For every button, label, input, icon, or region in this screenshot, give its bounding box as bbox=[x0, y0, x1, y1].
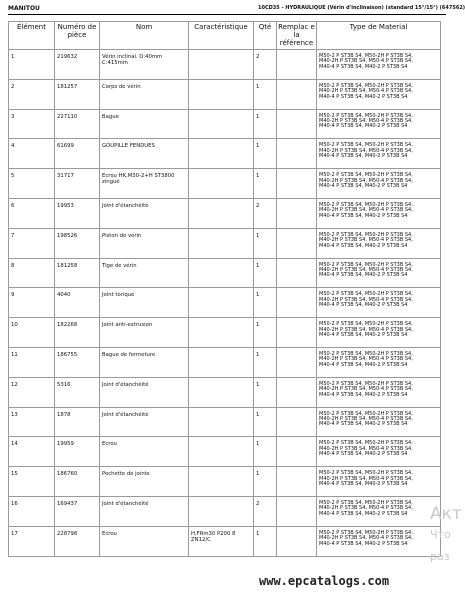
cell-replaces bbox=[277, 467, 317, 497]
column-header-name: Nom bbox=[100, 22, 189, 50]
cell-characteristic bbox=[189, 437, 254, 467]
cell-replaces bbox=[277, 169, 317, 199]
cell-replaces bbox=[277, 526, 317, 556]
cell-material-type: M50-2 P ST3B S4, M50-2H P ST3B S4, M40-2H P ST3B S4, M50-4 P ST3B S4, M40-4 P ST3B S4, M40-2 P ST3B S4 bbox=[317, 169, 441, 199]
table-row bbox=[9, 228, 441, 258]
cell-qty: 1 bbox=[254, 288, 277, 318]
document-title: 10CD35 - HYDRAULIQUE (Vérin d'inclinaison) (standard 15°/15°) (647562) bbox=[258, 5, 465, 11]
cell-characteristic bbox=[189, 496, 254, 526]
cell-part-number: 19959 bbox=[55, 437, 100, 467]
cell-characteristic bbox=[189, 50, 254, 80]
cell-part-number: 5316 bbox=[55, 377, 100, 407]
cell-element: 5 bbox=[9, 169, 55, 199]
cell-replaces bbox=[277, 347, 317, 377]
cell-characteristic bbox=[189, 109, 254, 139]
cell-qty: 1 bbox=[254, 169, 277, 199]
cell-name: Joint torique bbox=[100, 288, 189, 318]
cell-material-type: M50-2 P ST3B S4, M50-2H P ST3B S4, M40-2H P ST3B S4, M50-4 P ST3B S4, M40-4 P ST3B S4, M40-2 P ST3B S4 bbox=[317, 139, 441, 169]
cell-part-number: 19953 bbox=[55, 198, 100, 228]
table-row bbox=[9, 467, 441, 497]
cell-replaces bbox=[277, 198, 317, 228]
cell-element: 16 bbox=[9, 496, 55, 526]
cell-part-number: 186760 bbox=[55, 467, 100, 497]
cell-qty: 1 bbox=[254, 258, 277, 288]
cell-name: GOUPILLE FENDUES bbox=[100, 139, 189, 169]
cell-qty: 1 bbox=[254, 109, 277, 139]
cell-part-number: 61699 bbox=[55, 139, 100, 169]
column-header-characteristic: Caractéristique bbox=[189, 22, 254, 50]
cell-replaces bbox=[277, 496, 317, 526]
column-header-qty: Qté bbox=[254, 22, 277, 50]
cell-qty: 1 bbox=[254, 467, 277, 497]
table-row bbox=[9, 437, 441, 467]
cell-part-number: 228798 bbox=[55, 526, 100, 556]
cell-qty: 1 bbox=[254, 139, 277, 169]
table-row bbox=[9, 258, 441, 288]
cell-part-number: 181257 bbox=[55, 79, 100, 109]
table-row bbox=[9, 139, 441, 169]
cell-qty: 2 bbox=[254, 496, 277, 526]
cell-name: Ecrou HK,M30-2+H ST3800 zingué bbox=[100, 169, 189, 199]
cell-characteristic: H,FRm30 P200 8 ZN12/C bbox=[189, 526, 254, 556]
cell-name: Corps de vérin bbox=[100, 79, 189, 109]
cell-replaces bbox=[277, 228, 317, 258]
cell-material-type: M50-2 P ST3B S4, M50-2H P ST3B S4, M40-2H P ST3B S4, M50-4 P ST3B S4, M40-4 P ST3B S4, M40-2 P ST3B S4 bbox=[317, 228, 441, 258]
cell-characteristic bbox=[189, 169, 254, 199]
cell-qty: 1 bbox=[254, 437, 277, 467]
cell-element: 6 bbox=[9, 198, 55, 228]
cell-material-type: M50-2 P ST3B S4, M50-2H P ST3B S4, M40-2H P ST3B S4, M50-4 P ST3B S4, M40-4 P ST3B S4, M40-2 P ST3B S4 bbox=[317, 347, 441, 377]
cell-name: Vérin inclinai. D:40mm C:415mm bbox=[100, 50, 189, 80]
cell-name: Ecrou bbox=[100, 526, 189, 556]
table-row bbox=[9, 79, 441, 109]
cell-replaces bbox=[277, 318, 317, 348]
cell-material-type: M50-2 P ST3B S4, M50-2H P ST3B S4, M40-2H P ST3B S4, M50-4 P ST3B S4, M40-4 P ST3B S4, M40-2 P ST3B S4 bbox=[317, 437, 441, 467]
cell-element: 1 bbox=[9, 50, 55, 80]
table-row bbox=[9, 169, 441, 199]
cell-qty: 1 bbox=[254, 526, 277, 556]
column-header-replaces: Remplac e la référence bbox=[277, 22, 317, 50]
column-header-element: Élément bbox=[9, 22, 55, 50]
cell-replaces bbox=[277, 407, 317, 437]
cell-name: Joint d'étanchéité bbox=[100, 496, 189, 526]
header-rule bbox=[8, 14, 446, 15]
cell-replaces bbox=[277, 109, 317, 139]
cell-part-number: 181258 bbox=[55, 258, 100, 288]
cell-name: Piston de vérin bbox=[100, 228, 189, 258]
cell-name: Ecrou bbox=[100, 437, 189, 467]
cell-element: 7 bbox=[9, 228, 55, 258]
cell-qty: 2 bbox=[254, 50, 277, 80]
table-row bbox=[9, 288, 441, 318]
table-header-row bbox=[9, 22, 441, 50]
cell-characteristic bbox=[189, 198, 254, 228]
cell-material-type: M50-2 P ST3B S4, M50-2H P ST3B S4, M40-2H P ST3B S4, M50-4 P ST3B S4, M40-4 P ST3B S4, M40-2 P ST3B S4 bbox=[317, 258, 441, 288]
table-row bbox=[9, 50, 441, 80]
watermark-text: раз bbox=[430, 550, 450, 563]
cell-material-type: M50-2 P ST3B S4, M50-2H P ST3B S4, M40-2H P ST3B S4, M50-4 P ST3B S4, M40-4 P ST3B S4, M40-2 P ST3B S4 bbox=[317, 50, 441, 80]
cell-material-type: M50-2 P ST3B S4, M50-2H P ST3B S4, M40-2H P ST3B S4, M50-4 P ST3B S4, M40-4 P ST3B S4, M40-2 P ST3B S4 bbox=[317, 407, 441, 437]
table-body bbox=[9, 50, 441, 557]
cell-characteristic bbox=[189, 467, 254, 497]
cell-name: Joint d'étanchéité bbox=[100, 198, 189, 228]
cell-replaces bbox=[277, 50, 317, 80]
column-header-material-type: Type de Material bbox=[317, 22, 441, 50]
cell-part-number: 31717 bbox=[55, 169, 100, 199]
table-row bbox=[9, 496, 441, 526]
cell-element: 14 bbox=[9, 437, 55, 467]
cell-characteristic bbox=[189, 407, 254, 437]
table-row bbox=[9, 109, 441, 139]
column-header-part-number: Numéro de pièce bbox=[55, 22, 100, 50]
cell-replaces bbox=[277, 139, 317, 169]
cell-name: Bague bbox=[100, 109, 189, 139]
cell-element: 2 bbox=[9, 79, 55, 109]
cell-name: Pochette de joints bbox=[100, 467, 189, 497]
table-row bbox=[9, 377, 441, 407]
cell-replaces bbox=[277, 79, 317, 109]
cell-replaces bbox=[277, 377, 317, 407]
cell-characteristic bbox=[189, 318, 254, 348]
table-row bbox=[9, 347, 441, 377]
cell-material-type: M50-2 P ST3B S4, M50-2H P ST3B S4, M40-2H P ST3B S4, M50-4 P ST3B S4, M40-4 P ST3B S4, M40-2 P ST3B S4 bbox=[317, 467, 441, 497]
cell-characteristic bbox=[189, 377, 254, 407]
cell-element: 15 bbox=[9, 467, 55, 497]
cell-part-number: 182268 bbox=[55, 318, 100, 348]
cell-characteristic bbox=[189, 288, 254, 318]
cell-qty: 2 bbox=[254, 198, 277, 228]
watermark-text: Что bbox=[430, 528, 451, 541]
site-watermark: www.epcatalogs.com bbox=[259, 574, 390, 588]
cell-material-type: M50-2 P ST3B S4, M50-2H P ST3B S4, M40-2H P ST3B S4, M50-4 P ST3B S4, M40-4 P ST3B S4, M40-2 P ST3B S4 bbox=[317, 318, 441, 348]
cell-part-number: 169437 bbox=[55, 496, 100, 526]
cell-element: 3 bbox=[9, 109, 55, 139]
cell-part-number: 219632 bbox=[55, 50, 100, 80]
cell-part-number: 186755 bbox=[55, 347, 100, 377]
cell-name: Tige de vérin bbox=[100, 258, 189, 288]
cell-qty: 1 bbox=[254, 377, 277, 407]
table-row bbox=[9, 198, 441, 228]
parts-table bbox=[8, 21, 441, 557]
cell-material-type: M50-2 P ST3B S4, M50-2H P ST3B S4, M40-2H P ST3B S4, M50-4 P ST3B S4, M40-4 P ST3B S4, M40-2 P ST3B S4 bbox=[317, 526, 441, 556]
cell-material-type: M50-2 P ST3B S4, M50-2H P ST3B S4, M40-2H P ST3B S4, M50-4 P ST3B S4, M40-4 P ST3B S4, M40-2 P ST3B S4 bbox=[317, 496, 441, 526]
table-row bbox=[9, 318, 441, 348]
cell-name: Joint d'étanchéité bbox=[100, 377, 189, 407]
cell-material-type: M50-2 P ST3B S4, M50-2H P ST3B S4, M40-2H P ST3B S4, M50-4 P ST3B S4, M40-4 P ST3B S4, M40-2 P ST3B S4 bbox=[317, 109, 441, 139]
cell-characteristic bbox=[189, 79, 254, 109]
cell-material-type: M50-2 P ST3B S4, M50-2H P ST3B S4, M40-2H P ST3B S4, M50-4 P ST3B S4, M40-4 P ST3B S4, M40-2 P ST3B S4 bbox=[317, 377, 441, 407]
cell-qty: 1 bbox=[254, 347, 277, 377]
cell-qty: 1 bbox=[254, 407, 277, 437]
cell-material-type: M50-2 P ST3B S4, M50-2H P ST3B S4, M40-2H P ST3B S4, M50-4 P ST3B S4, M40-4 P ST3B S4, M40-2 P ST3B S4 bbox=[317, 288, 441, 318]
cell-element: 8 bbox=[9, 258, 55, 288]
cell-characteristic bbox=[189, 228, 254, 258]
cell-part-number: 1878 bbox=[55, 407, 100, 437]
cell-element: 10 bbox=[9, 318, 55, 348]
cell-replaces bbox=[277, 258, 317, 288]
cell-element: 11 bbox=[9, 347, 55, 377]
table-row bbox=[9, 407, 441, 437]
cell-part-number: 227110 bbox=[55, 109, 100, 139]
watermark-text: Акт bbox=[430, 504, 462, 524]
cell-qty: 1 bbox=[254, 228, 277, 258]
cell-characteristic bbox=[189, 258, 254, 288]
cell-replaces bbox=[277, 288, 317, 318]
cell-qty: 1 bbox=[254, 79, 277, 109]
cell-element: 12 bbox=[9, 377, 55, 407]
cell-element: 17 bbox=[9, 526, 55, 556]
cell-replaces bbox=[277, 437, 317, 467]
cell-characteristic bbox=[189, 347, 254, 377]
brand-label: MANITOU bbox=[8, 5, 40, 12]
cell-name: Bague de fermeture bbox=[100, 347, 189, 377]
cell-element: 9 bbox=[9, 288, 55, 318]
cell-part-number: 198526 bbox=[55, 228, 100, 258]
cell-name: Joint d'étanchéité bbox=[100, 407, 189, 437]
cell-element: 13 bbox=[9, 407, 55, 437]
cell-material-type: M50-2 P ST3B S4, M50-2H P ST3B S4, M40-2H P ST3B S4, M50-4 P ST3B S4, M40-4 P ST3B S4, M40-2 P ST3B S4 bbox=[317, 79, 441, 109]
table-row bbox=[9, 526, 441, 556]
cell-part-number: 4040 bbox=[55, 288, 100, 318]
cell-element: 4 bbox=[9, 139, 55, 169]
cell-name: Joint anti-extrusion bbox=[100, 318, 189, 348]
cell-characteristic bbox=[189, 139, 254, 169]
cell-qty: 1 bbox=[254, 318, 277, 348]
cell-material-type: M50-2 P ST3B S4, M50-2H P ST3B S4, M40-2H P ST3B S4, M50-4 P ST3B S4, M40-4 P ST3B S4, M40-2 P ST3B S4 bbox=[317, 198, 441, 228]
